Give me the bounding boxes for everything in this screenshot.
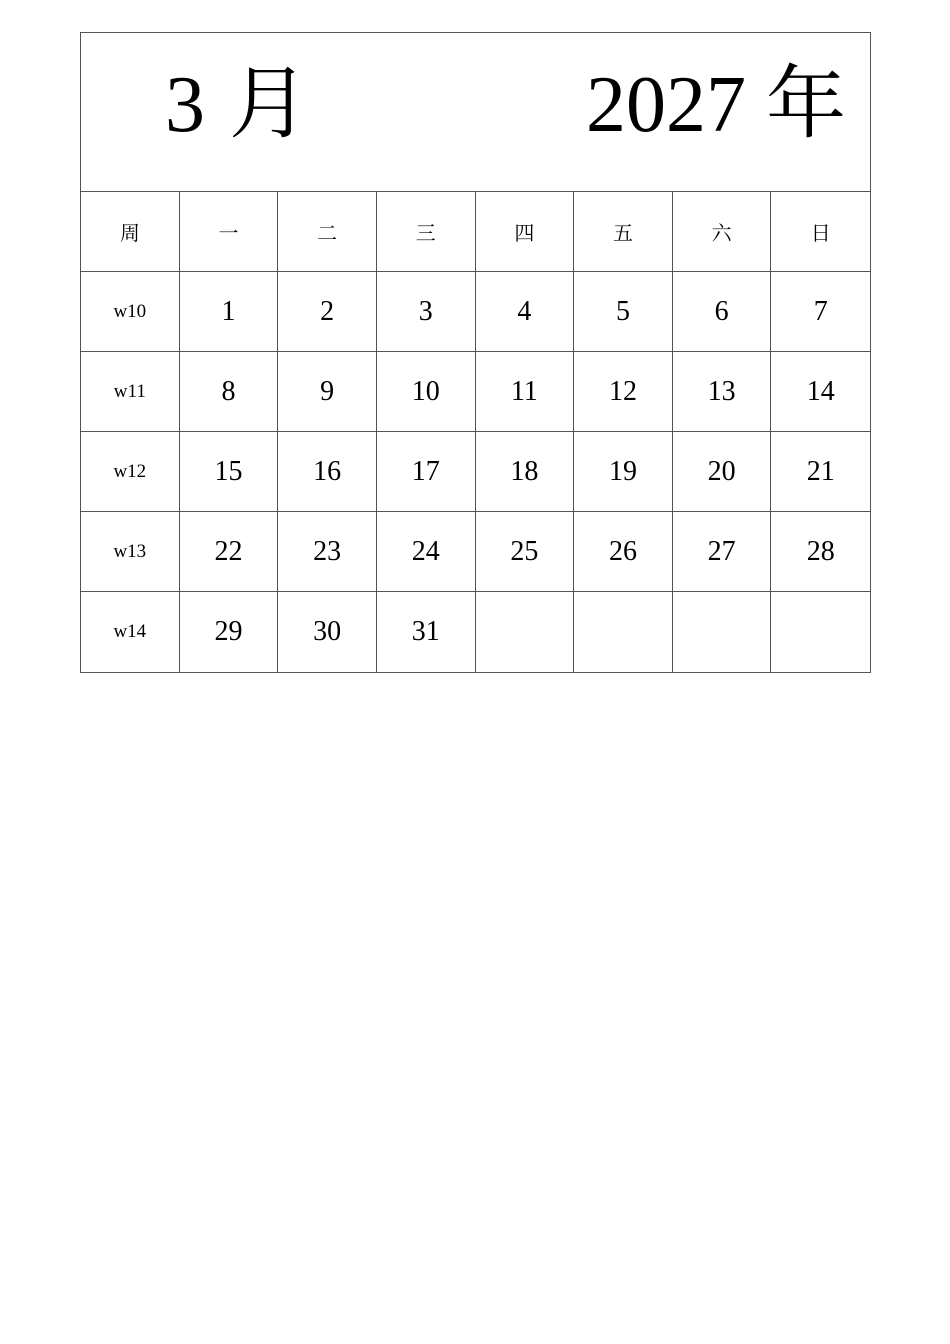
- day-cell: 17: [377, 432, 476, 512]
- weekday-header: 四: [476, 192, 575, 272]
- day-cell: 3: [377, 272, 476, 352]
- day-cell: 27: [673, 512, 772, 592]
- day-cell: 4: [476, 272, 575, 352]
- day-cell: 12: [574, 352, 673, 432]
- weekday-header: 三: [377, 192, 476, 272]
- calendar-header: [81, 33, 870, 192]
- day-cell: 31: [377, 592, 476, 672]
- day-cell: 15: [180, 432, 279, 512]
- week-column-header: 周: [81, 192, 180, 272]
- day-cell: 6: [673, 272, 772, 352]
- day-cell: 30: [278, 592, 377, 672]
- day-cell: 23: [278, 512, 377, 592]
- day-cell: 19: [574, 432, 673, 512]
- week-number: w14: [81, 592, 180, 672]
- weekday-header: 五: [574, 192, 673, 272]
- day-cell: 29: [180, 592, 279, 672]
- day-cell: 11: [476, 352, 575, 432]
- day-cell: 18: [476, 432, 575, 512]
- day-cell: 25: [476, 512, 575, 592]
- day-cell: 21: [771, 432, 870, 512]
- weekday-header: 六: [673, 192, 772, 272]
- calendar-grid: [81, 192, 870, 672]
- day-cell: 22: [180, 512, 279, 592]
- month-title: 3 月: [165, 61, 311, 149]
- day-cell: 20: [673, 432, 772, 512]
- day-cell: 2: [278, 272, 377, 352]
- weekday-header: 一: [180, 192, 279, 272]
- week-number: w11: [81, 352, 180, 432]
- day-cell: 1: [180, 272, 279, 352]
- day-cell: 10: [377, 352, 476, 432]
- day-cell: 9: [278, 352, 377, 432]
- weekday-header: 二: [278, 192, 377, 272]
- empty-day-cell: [771, 592, 870, 672]
- day-cell: 8: [180, 352, 279, 432]
- day-cell: 16: [278, 432, 377, 512]
- year-title: 2027 年: [586, 61, 846, 149]
- day-cell: 24: [377, 512, 476, 592]
- week-number: w10: [81, 272, 180, 352]
- day-cell: 14: [771, 352, 870, 432]
- empty-day-cell: [476, 592, 575, 672]
- day-cell: 7: [771, 272, 870, 352]
- empty-day-cell: [574, 592, 673, 672]
- week-number: w12: [81, 432, 180, 512]
- day-cell: 26: [574, 512, 673, 592]
- day-cell: 13: [673, 352, 772, 432]
- calendar: [80, 32, 871, 673]
- week-number: w13: [81, 512, 180, 592]
- empty-day-cell: [673, 592, 772, 672]
- day-cell: 28: [771, 512, 870, 592]
- day-cell: 5: [574, 272, 673, 352]
- weekday-header: 日: [771, 192, 870, 272]
